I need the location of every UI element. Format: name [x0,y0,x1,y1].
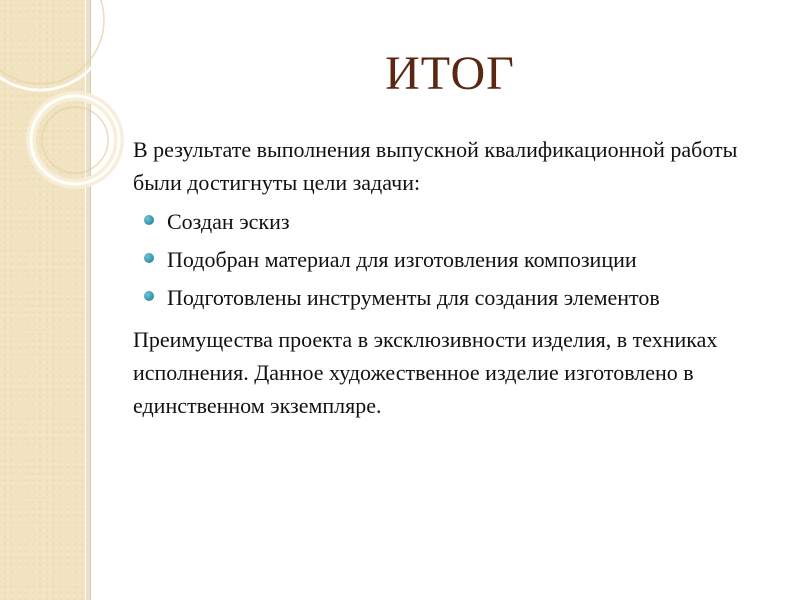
list-item [133,241,783,279]
list-item [133,203,783,241]
bullet-text: Создан эскиз [167,209,290,234]
conclusion-paragraph: Преимущества проекта в эксклюзивности изделия, в техниках исполнения. Данное художественное изделие изготовлено в единственном экземпляре. [133,327,718,418]
bullet-text: Подобран материал для изготовления композиции [167,247,637,272]
list-item [133,279,783,317]
bullet-dot-icon [144,291,154,301]
bullet-dot-icon [144,215,154,225]
bullet-text: Подготовлены инструменты для создания элементов [167,285,660,310]
bullet-dot-icon [144,253,154,263]
slide-title: ИТОГ [385,47,515,100]
slide-content [133,133,783,422]
bullet-list [133,203,783,317]
intro-paragraph: В результате выполнения выпускной квалификационной работы были достигнуты цели задачи: [133,137,738,195]
decorative-circles-icon [0,0,140,190]
